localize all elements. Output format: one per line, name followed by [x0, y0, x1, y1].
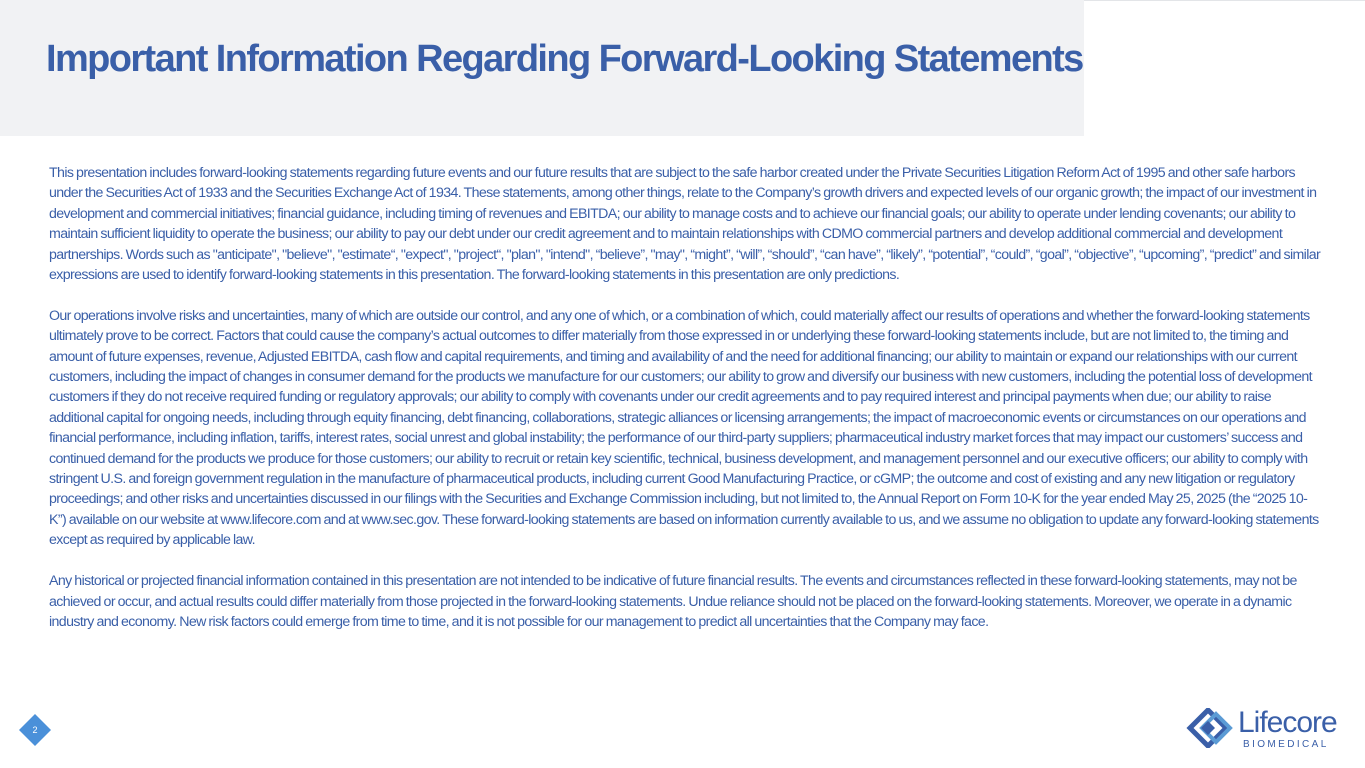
disclaimer-body — [49, 163, 1321, 653]
page-number: 2 — [32, 725, 38, 735]
paragraph-risks: Our operations involve risks and uncertainties, many of which are outside our control, and any one of which, or a combination of which, could materially affect our results of operations and whether the forward-looking statements ultimately prove to be correct. Factors that could cause the company’s actual outcomes to differ materially from those expressed in or underlying these forward-looking statements include, but are not limited to, the timing and amount of future expenses, revenue, Adjusted EBITDA, cash flow and capital requirements, and timing and availability of and the need for additional financing; our ability to maintain or expand our relationships with our current customers, including the impact of changes in consumer demand for the products we manufacture for our customers; our ability to grow and diversify our business with new customers, including the potential loss of development customers if they do not receive required funding or regulatory approvals; our ability to comply with covenants under our credit agreements and to pay required interest and principal payments when due; our ability to raise additional capital for ongoing needs, including through equity financing, debt financing, collaborations, strategic alliances or licensing arrangements; the impact of macroeconomic events or circumstances on our operations and financial performance, including inflation, tariffs, interest rates, social unrest and global instability; the performance of our third-party suppliers; pharmaceutical industry market forces that may impact our customers’ success and continued demand for the products we produce for those customers; our ability to recruit or retain key scientific, technical, business development, and management personnel and our executive officers; our ability to comply with stringent U.S. and foreign government regulation in the manufacture of pharmaceutical products, including current Good Manufacturing Practice, or cGMP; the outcome and cost of existing and any new litigation or regulatory proceedings; and other risks and uncertainties discussed in our filings with the Securities and Exchange Commission including, but not limited to, the Annual Report on Form 10-K for the year ended May 25, 2025 (the “2025 10-K”) available on our website at www.lifecore.com and at www.sec.gov. These forward-looking statements are based on information currently available to us, and we assume no obligation to update any forward-looking statements except as required by applicable law. — [49, 307, 1319, 549]
paragraph-safe-harbor: This presentation includes forward-looking statements regarding future events and our future results that are subject to the safe harbor created under the Private Securities Litigation Reform Act of 1995 and other safe harbors under the Securities Act of 1933 and the Securities Exchange Act of 1934. These statements, among other things, relate to the Company’s growth drivers and expected levels of our organic growth; the impact of our investment in development and commercial initiatives; financial guidance, including timing of revenues and EBITDA; our ability to manage costs and to achieve our financial goals; our ability to operate under lending covenants; our ability to maintain sufficient liquidity to operate the business; our ability to pay our debt under our credit agreement and to maintain relationships with CDMO commercial partners and develop additional commercial and development partnerships. Words such as "anticipate", "believe", "estimate“, "expect", "project“, "plan", "intend", “believe”, "may", “might”, “will”, “should”, “can have”, “likely”, “potential”, “could”, “goal”, “objective”, “upcoming”, “predict” and similar expressions are used to identify forward-looking statements in this presentation. The forward-looking statements in this presentation are only predictions. — [49, 165, 1321, 284]
slide-title: Important Information Regarding Forward-Looking Statements — [46, 38, 1083, 80]
logo-subtitle: BIOMEDICAL — [1243, 739, 1329, 750]
logo-wordmark: Lifecore — [1238, 706, 1337, 739]
lifecore-logo — [1186, 708, 1348, 752]
lifecore-diamond-logo-icon — [1186, 708, 1236, 748]
paragraph-historical-info: Any historical or projected financial information contained in this presentation are not intended to be indicative of future financial results. The events and circumstances reflected in these forward-looking statements, may not be achieved or occur, and actual results could differ materially from those projected in the forward-looking statements. Undue reliance should not be placed on the forward-looking statements. Moreover, we operate in a dynamic industry and economy. New risk factors could emerge from time to time, and it is not possible for our management to predict all uncertainties that the Company may face. — [49, 573, 1297, 630]
